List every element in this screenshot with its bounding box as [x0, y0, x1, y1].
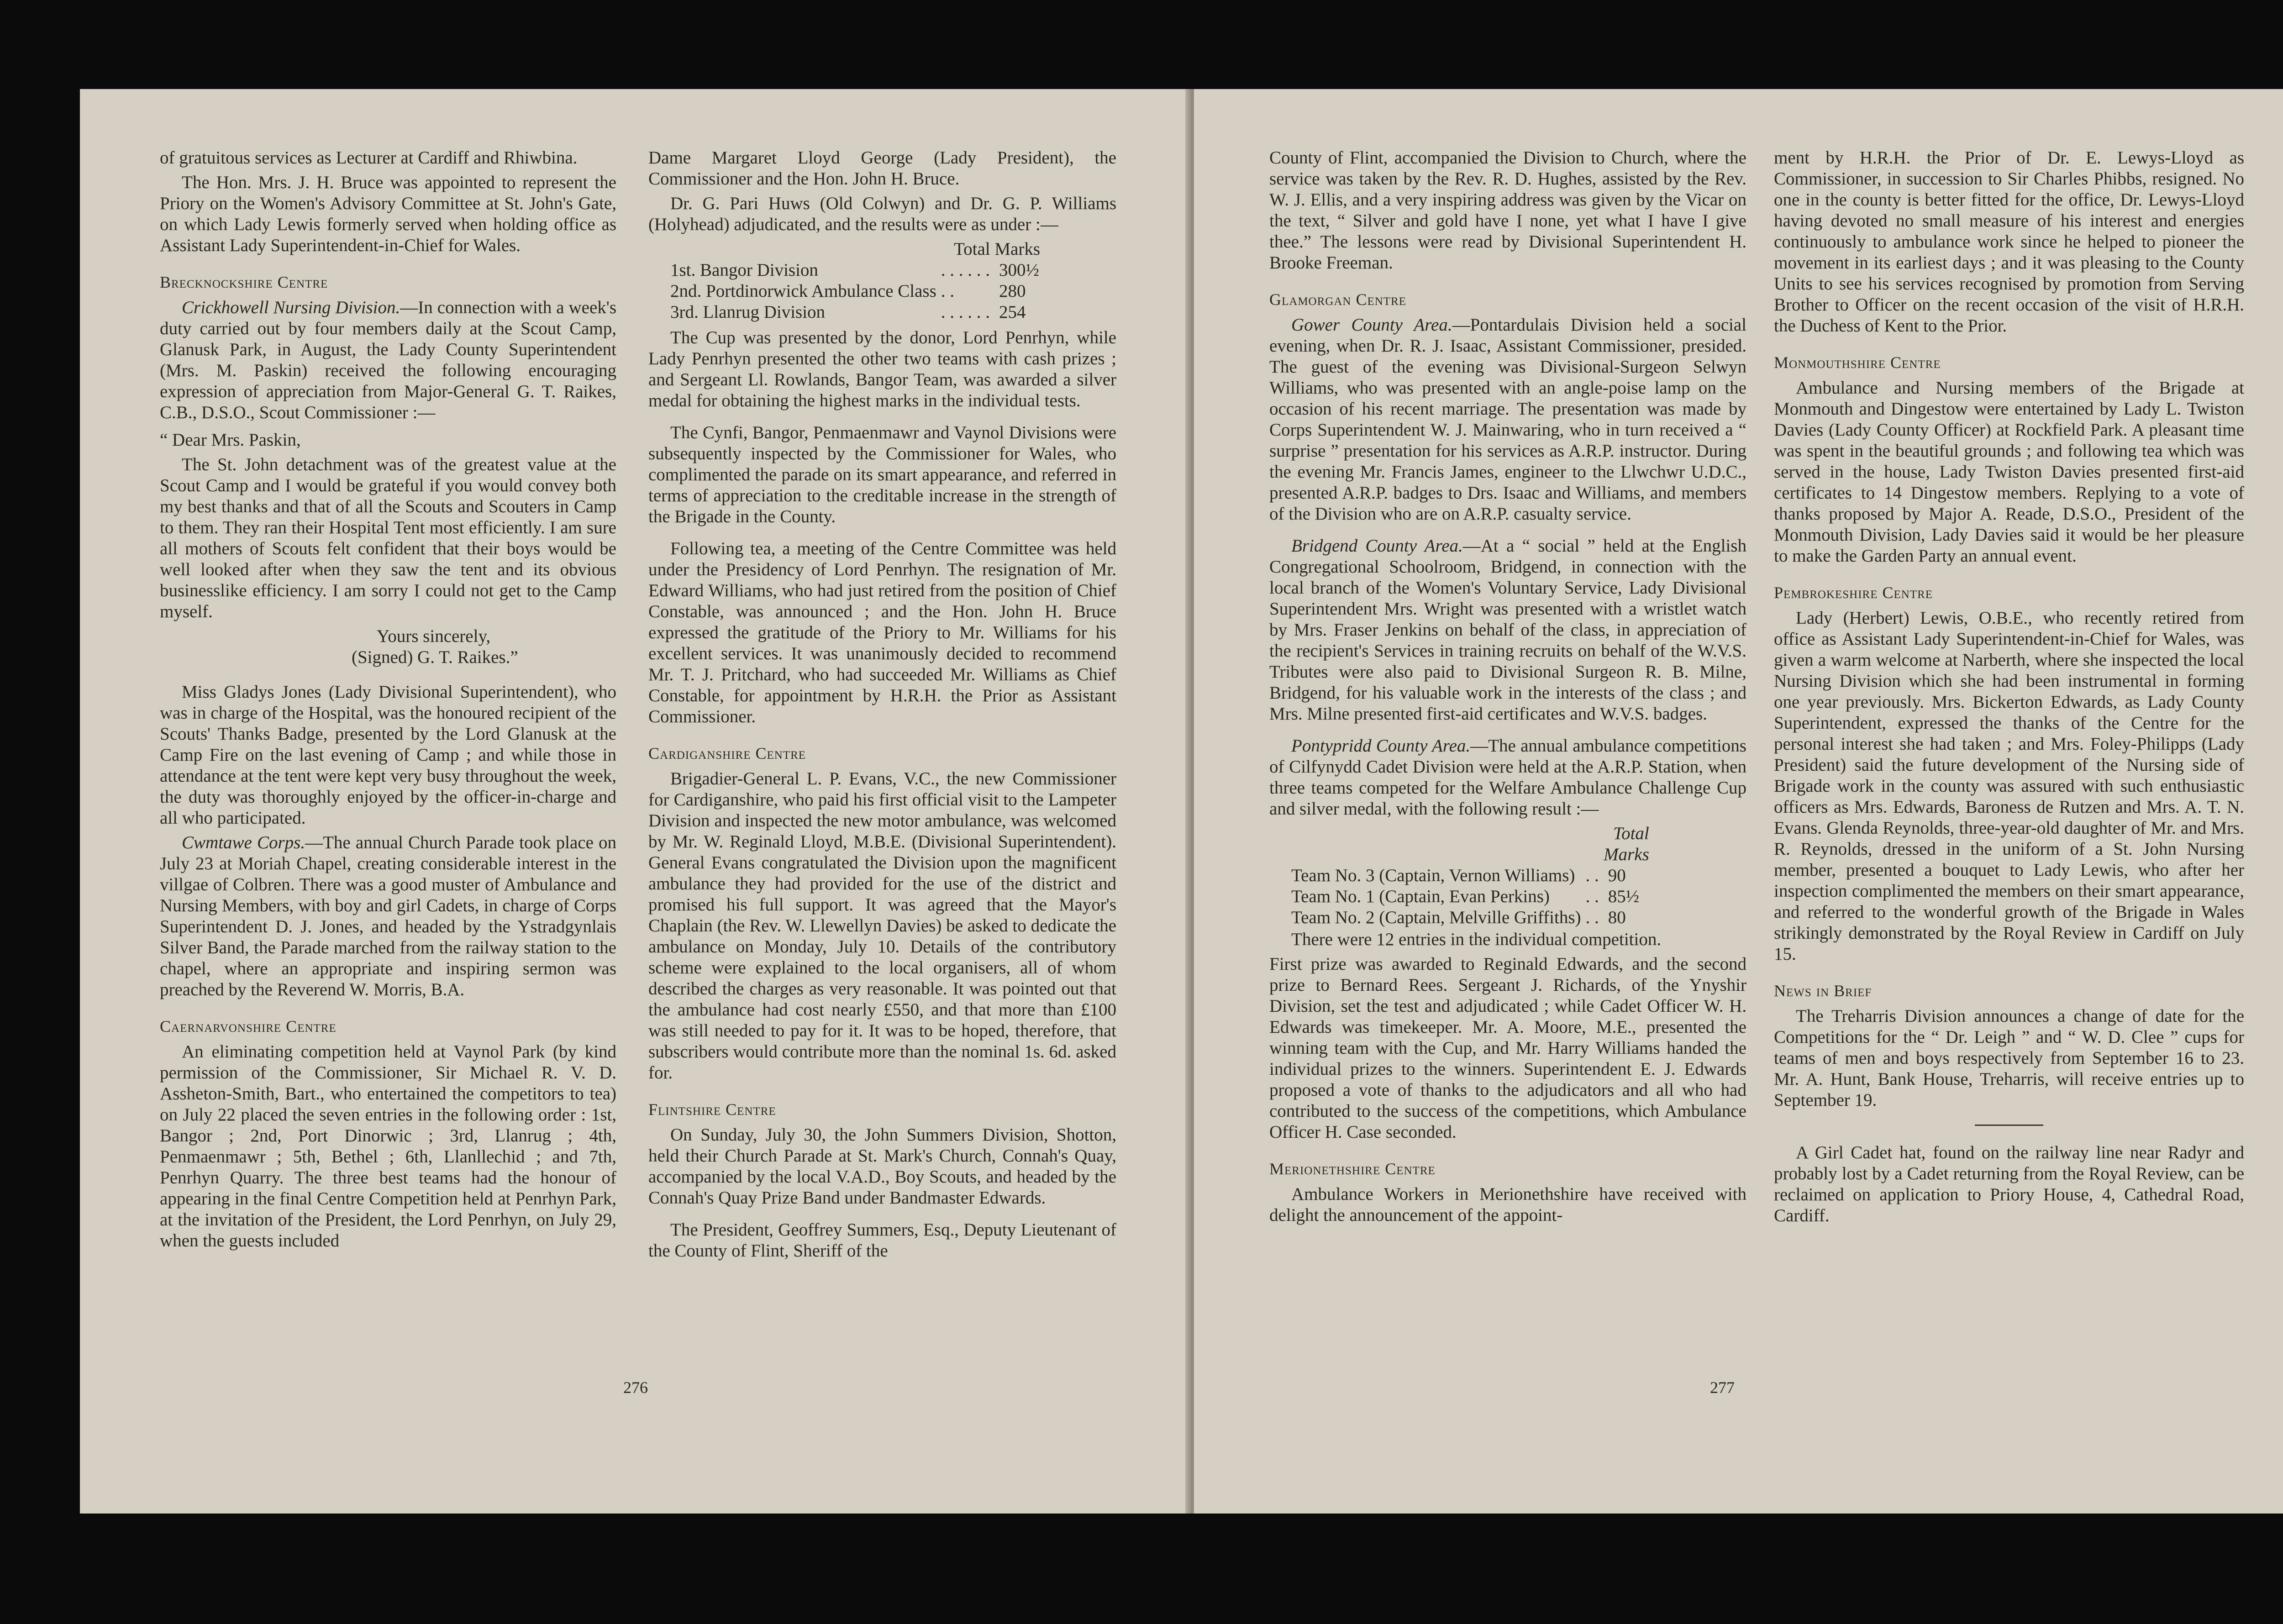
paragraph: First prize was awarded to Reginald Edwards, and the second prize to Bernard Rees. Sergeant J. Richards, of the Ynyshir Division, set the test and adjudicated ; while Cadet Officer W. H. Edwards was timekeeper. Mr. A. Moore, M.E., presented the winning team with the Cup, and Mr. Harry Williams handed the individual prizes to the winners. Superintendent E. J. Edwards proposed a vote of thanks to the adjudicators and all who had contributed to the success of the competitions, which Ambulance Officer H. Case seconded.: [1269, 954, 1746, 1142]
table-cell-value: 300½: [999, 260, 1039, 280]
paragraph: Dame Margaret Lloyd George (Lady President), the Commissioner and the Hon. John H. Bruce.: [648, 148, 1116, 189]
section-heading-news-in-brief: News in Brief: [1774, 982, 1872, 1000]
paragraph: County of Flint, accompanied the Division to Church, where the service was taken by the Rev. R. D. Hughes, assisted by the Rev. W. J. Ellis, and a very inspiring address was given by the Vicar on the text, “ Silver and gold have I none, yet what I have I give thee.” The lessons were read by Divisional Superintendent H. Brooke Freeman.: [1269, 148, 1746, 273]
table-cell-dots: . . . . . .: [941, 260, 990, 280]
table-cell-value: 254: [999, 302, 1026, 322]
run-in-heading: Cwmtawe Corps.: [182, 833, 305, 852]
section-heading-merionethshire: Merionethshire Centre: [1269, 1160, 1436, 1178]
paragraph: An eliminating competition held at Vaynol Park (by kind permission of the Commissioner, Sir Michael R. V. D. Assheton-Smith, Bart., who entertained the competitors to tea) on July 22 placed the seven entries in the following order : 1st, Bangor ; 2nd, Port Dinorwic ; 3rd, Llanrug ; 4th, Penmaenmawr ; 5th, Bethel ; 6th, Llanllechid ; and 7th, Penrhyn Quarry. The three best teams had the honour of appearing in the final Centre Competition held at Penrhyn Park, at the invitation of the President, the Lord Penrhyn, on July 29, when the guests included: [160, 1042, 616, 1251]
table-cell-label: 3rd. Llanrug Division: [670, 302, 826, 322]
section-heading-glamorgan: Glamorgan Centre: [1269, 290, 1406, 309]
table-cell-dots: . .: [1585, 908, 1599, 927]
table-row: [670, 281, 1040, 302]
paragraph: Brigadier-General L. P. Evans, V.C., the new Commissioner for Cardiganshire, who paid his first official visit to the Lampeter Division and inspected the new motor ambulance, was welcomed by Mr. W. Reginald Lloyd, M.B.E. (Divisional Superintendent). General Evans congratulated the Division upon the magnificent ambulance they had provided for the use of the district and promised his full support. It was agreed that the Mayor's Chaplain (the Rev. W. Llewellyn Davies) be asked to dedicate the ambulance on Monday, July 10. Details of the contributory scheme were explained to the local organisers, all of whom described the charges as very reasonable. It was pointed out that the ambulance had cost nearly £550, and that more than £100 was still needed to pay for it. It was to be hoped, therefore, that subscribers would contribute more than the nominal 1s. 6d. asked for.: [648, 769, 1116, 1083]
paragraph-text: —At a “ social ” held at the English Congregational Schoolroom, Bridgend, in connection with the local branch of the Women's Voluntary Service, Lady Divisional Superintendent Mrs. Wright was presented with a wristlet watch by Mrs. Fraser Jenkins on behalf of the class, in appreciation of the recipient's Services in training recruits on behalf of the W.V.S. Tributes were also paid to Divisional Surgeon R. B. Milne, Bridgend, for his valuable work in the interests of the class ; and Mrs. Milne presented first-aid certificates and W.V.S. badges.: [1269, 536, 1746, 724]
paragraph: Ambulance Workers in Merionethshire have received with delight the announcement of the appoint-: [1269, 1184, 1746, 1225]
paragraph: The President, Geoffrey Summers, Esq., Deputy Lieutenant of the County of Flint, Sheriff of the: [648, 1220, 1116, 1261]
table-header: Total Marks: [954, 239, 1041, 259]
section-heading-pembrokeshire: Pembrokeshire Centre: [1774, 583, 1933, 602]
results-table: [670, 239, 1040, 323]
section-heading-monmouthshire: Monmouthshire Centre: [1774, 353, 1941, 372]
column-4: [1774, 147, 2244, 1230]
paragraph: There were 12 entries in the individual competition.: [1291, 930, 1662, 949]
paragraph-text: —Pontardulais Division held a social evening, when Dr. R. J. Isaac, Assistant Commissioner, presided. The guest of the evening was Divisional-Surgeon Selwyn Williams, who was presented with an angle-poise lamp on the occasion of his recent marriage. The presentation was made by Corps Superintendent W. J. Mainwaring, who in turn received a “ surprise ” presentation for his services as A.R.P. instructor. During the evening Mr. Francis James, engineer to the Llwchwr U.D.C., presented A.R.P. badges to Drs. Isaac and Williams, and members of the Division who are on A.R.P. casualty service.: [1269, 315, 1746, 524]
right-page: [1194, 89, 2283, 1514]
column-2: [648, 147, 1116, 1265]
letter-salutation: “ Dear Mrs. Paskin,: [160, 430, 301, 450]
column-3: [1269, 147, 1746, 1230]
letter-signature: (Signed) G. T. Raikes.”: [352, 647, 518, 667]
paragraph-text: —In connection with a week's duty carried out by four members daily at the Scout Camp, Glanusk Park, in August, the Lady County Superintendent (Mrs. M. Paskin) received the following encouraging expression of appreciation from Major-General G. T. Raikes, C.B., D.S.O., Scout Commissioner :—: [160, 298, 616, 422]
table-cell-value: 80: [1608, 908, 1626, 927]
table-header: Total: [1613, 824, 1649, 843]
paragraph: The Treharris Division announces a change of date for the Competitions for the “ Dr. Leigh ” and “ W. D. Clee ” cups for teams of men and boys respectively from September 16 to 23. Mr. A. Hunt, Bank House, Treharris, will receive entries up to September 19.: [1774, 1006, 2244, 1110]
section-heading-flintshire: Flintshire Centre: [648, 1100, 776, 1119]
table-cell-dots: . .: [1585, 866, 1599, 885]
section-heading-caernarvonshire: Caernarvonshire Centre: [160, 1017, 337, 1035]
paragraph: The Hon. Mrs. J. H. Bruce was appointed to represent the Priory on the Women's Advisory Committee at St. John's Gate, on which Lady Lewis formerly served when holding office as Assistant Lady Superintendent-in-Chief for Wales.: [160, 173, 616, 255]
table-row: [1291, 907, 1649, 928]
paragraph: [160, 832, 616, 1000]
paragraph: The Cynfi, Bangor, Penmaenmawr and Vaynol Divisions were subsequently inspected by the Commissioner for Wales, who complimented the parade on its smart appearance, and referred in terms of appreciation to the creditable increase in the strength of the Brigade in the County.: [648, 423, 1116, 526]
run-in-heading: Bridgend County Area.: [1291, 536, 1463, 556]
paragraph: Following tea, a meeting of the Centre Committee was held under the Presidency of Lord Penrhyn. The resignation of Mr. Edward Williams, who had just retired from the position of Chief Constable, was announced ; and the Hon. John H. Bruce expressed the gratitude of the Priory to Mr. Williams for his excellent services. It was unanimously decided to recommend Mr. T. J. Pritchard, who had succeeded Mr. Williams as Chief Constable, for appointment by H.R.H. the Prior as Assistant Commissioner.: [648, 539, 1116, 726]
table-cell-dots: . .: [941, 281, 955, 301]
table-cell-label: Team No. 2 (Captain, Melville Griffiths): [1291, 908, 1581, 927]
paragraph: Dr. G. Pari Huws (Old Colwyn) and Dr. G. P. Williams (Holyhead) adjudicated, and the results were as under :—: [648, 194, 1116, 234]
paragraph: A Girl Cadet hat, found on the railway line near Radyr and probably lost by a Cadet returning from the Royal Review, can be reclaimed on application to Priory House, 4, Cathedral Road, Cardiff.: [1774, 1143, 2244, 1225]
paragraph: The Cup was presented by the donor, Lord Penrhyn, while Lady Penrhyn presented the other two teams with cash prizes ; and Sergeant Ll. Rowlands, Bangor Team, was awarded a silver medal for obtaining the highest marks in the individual tests.: [648, 328, 1116, 410]
table-cell-value: 90: [1608, 866, 1626, 885]
page-number: 277: [1710, 1378, 1735, 1397]
table-cell-dots: . .: [1585, 887, 1599, 906]
table-cell-value: 280: [999, 281, 1026, 301]
results-table: [1291, 823, 1649, 928]
page-number: 276: [623, 1378, 648, 1397]
letter-closing: Yours sincerely,: [377, 626, 491, 646]
paragraph-text: —The annual Church Parade took place on July 23 at Moriah Chapel, creating considerable interest in the villgae of Colbren. There was a good muster of Ambulance and Nursing Members, with boy and girl Cadets, in charge of Corps Superintendent D. J. Jones, and headed by the Ystradgynlais Silver Band, the Parade marched from the railway station to the chapel, where an appropriate and inspiring sermon was preached by the Reverend W. Morris, B.A.: [160, 833, 617, 999]
table-row: [670, 302, 1040, 323]
paragraph: [1269, 536, 1746, 725]
table-row: [670, 260, 1040, 281]
table-cell-label: 1st. Bangor Division: [670, 260, 818, 280]
table-cell-label: 2nd. Portdinorwick Ambulance Class: [670, 281, 936, 301]
column-1: [160, 147, 616, 1255]
table-cell-label: Team No. 3 (Captain, Vernon Williams): [1291, 866, 1575, 885]
paragraph: Miss Gladys Jones (Lady Divisional Superintendent), who was in charge of the Hospital, was the honoured recipient of the Scouts' Thanks Badge, presented by the Lord Glanusk at the Camp Fire on the last evening of Camp ; and while those in attendance at the tent were kept very busy throughout the week, the duty was thoroughly enjoyed by the officer-in-charge and all who participated.: [160, 682, 616, 828]
table-header: Marks: [1604, 845, 1649, 864]
paragraph-text: —The annual ambulance competitions of Cilfynydd Cadet Division were held at the A.R.P. Station, when three teams competed for the Welfare Ambulance Challenge Cup and silver medal, with the following result :—: [1269, 736, 1746, 819]
letter-body: The St. John detachment was of the greatest value at the Scout Camp and I would be grateful if you would convey both my best thanks and that of all the Scouts and Scouters in Camp to them. They ran their Hospital Tent most efficiently. I am sure all mothers of Scouts felt confident that their boys would be well looked after when they saw the tent and its obvious businesslike efficiency. I am sorry I could not get to the Camp myself.: [160, 455, 616, 621]
left-page: [80, 89, 1189, 1514]
section-heading-brecknockshire: Brecknockshire Centre: [160, 273, 328, 291]
section-heading-cardiganshire: Cardiganshire Centre: [648, 744, 806, 762]
table-row: [1291, 886, 1649, 907]
table-cell-label: Team No. 1 (Captain, Evan Perkins): [1291, 887, 1550, 906]
paragraph: [160, 297, 616, 423]
table-cell-dots: . . . . . .: [941, 302, 990, 322]
paragraph: [1269, 736, 1746, 820]
run-in-heading: Gower County Area.: [1291, 315, 1452, 335]
paragraph: Ambulance and Nursing members of the Brigade at Monmouth and Dingestow were entertained by Lady L. Twiston Davies (Lady County Officer) at Rockfield Park. A pleasant time was spent in the beautiful grounds ; and following tea which was served in the house, Lady Twiston Davies presented first-aid certificates to 14 Dingestow members. Replying to a vote of thanks proposed by Major A. Reade, D.S.O., President of the Monmouth Division, Lady Davies said it would be her pleasure to make the Garden Party an annual event.: [1774, 378, 2244, 566]
table-cell-value: 85½: [1608, 887, 1639, 906]
table-row: [1291, 865, 1649, 886]
paragraph: of gratuitous services as Lecturer at Cardiff and Rhiwbina.: [160, 148, 578, 168]
divider: [1975, 1125, 2043, 1126]
run-in-heading: Pontypridd County Area.: [1291, 736, 1471, 756]
paragraph: [1269, 315, 1746, 525]
paragraph: Lady (Herbert) Lewis, O.B.E., who recently retired from office as Assistant Lady Superintendent-in-Chief for Wales, was given a warm welcome at Narberth, where she inspected the local Nursing Division which she had been instrumental in forming one year previously. Mrs. Bickerton Edwards, as Lady County Superintendent, expressed the thanks of the Centre for the personal interest she had taken ; and Mrs. Foley-Philipps (Lady President) said the future development of the Nursing side of Brigade work in the county was assured with such enthusiastic officers as Mrs. Edwards, Baroness de Rutzen and Mrs. A. T. N. Evans. Glenda Reynolds, three-year-old daughter of Mr. and Mrs. R. Reynolds, dressed in the uniform of a St. John Nursing member, presented a bouquet to Lady Lewis, who after her inspection complimented the members on their smart appearance, and referred to the wonderful growth of the Brigade in Wales strikingly demonstrated by the Royal Review in Cardiff on July 15.: [1774, 608, 2244, 964]
paragraph: On Sunday, July 30, the John Summers Division, Shotton, held their Church Parade at St. Mark's Church, Connah's Quay, accompanied by the local V.A.D., Boy Scouts, and headed by the Connah's Quay Prize Band under Bandmaster Edwards.: [648, 1125, 1116, 1208]
run-in-heading: Crickhowell Nursing Division.: [182, 298, 400, 317]
paragraph: ment by H.R.H. the Prior of Dr. E. Lewys-Lloyd as Commissioner, in succession to Sir Charles Phibbs, resigned. No one in the county is better fitted for the office, Dr. Lewys-Lloyd having devoted no small measure of his interest and energies continuously to ambulance work since he helped to pioneer the movement in its earliest days ; and it was pleasing to the County Units to see his services recognised by promotion from Serving Brother to Officer on the recent occasion of the visit of H.R.H. the Duchess of Kent to the Prior.: [1774, 148, 2244, 336]
